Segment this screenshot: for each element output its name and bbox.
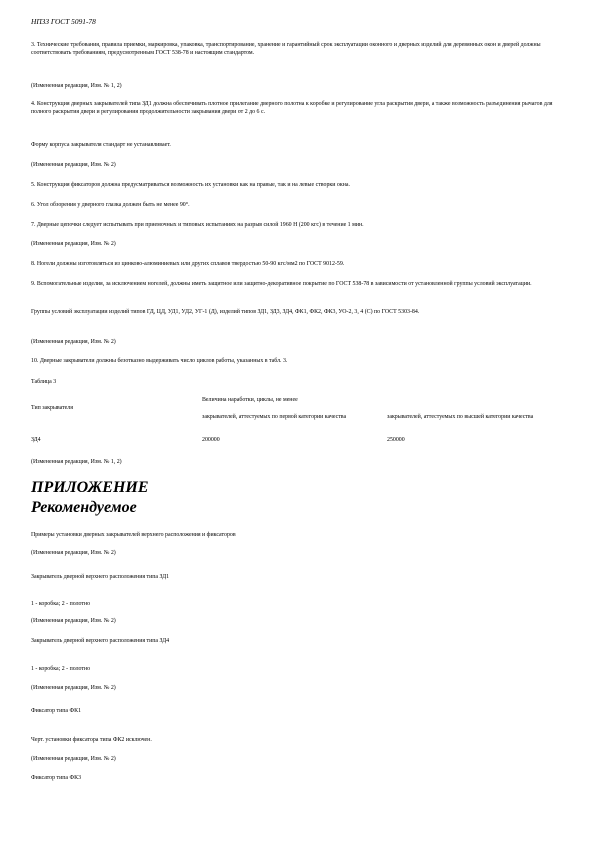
clause-6: 6. Угол обзорения у дверного глазка должен быть не менее 90°. <box>31 202 190 208</box>
table-header-type: Тип закрывателя <box>31 405 73 411</box>
revision-note: (Измененная редакция, Изм. № 2) <box>31 550 116 556</box>
revision-note: (Измененная редакция, Изм. № 2) <box>31 756 116 762</box>
table-caption: Таблица 3 <box>31 379 57 385</box>
figure-note-fk2: Черт. установки фиксатора типа ФК2 исключен. <box>31 737 152 743</box>
table-cell-first-category: 200000 <box>202 437 220 443</box>
revision-note: (Измененная редакция, Изм. № 1, 2) <box>31 83 122 89</box>
clause-3: 3. Технические требования, правила приемки, маркировка, упаковка, транспортирование, хранение и гарантийный срок эксплуатации оконного и дверных изделий для деревянных окон и дверей должны соответствовать требованиям, предусмотренным ГОСТ 538-78 и настоящим стандартом. <box>31 42 541 57</box>
figure-caption-zd1: Закрыватель дверной верхнего расположения типа ЗД1 <box>31 574 170 580</box>
clause-5: 5. Конструкция фиксаторов должна предусматриваться возможность их установки как на правые, так и на левые створки окна. <box>31 182 350 188</box>
clause-9-groups: Группы условий эксплуатации изделий типов ГД, ЦД, УД1, УД2, УГ-1 (Д), изделий типов ЗД1, ЗД3, ЗД4, ФК1, ФК2, ФК3, УО-2, 3, 4 (С) по ГОСТ 5303-84. <box>31 309 420 315</box>
revision-note: (Измененная редакция, Изм. № 1, 2) <box>31 459 122 465</box>
table-header-highest-category: закрывателей, аттестуемых по высшей категории качества <box>387 414 534 420</box>
table-header-group: Величина наработки, циклы, не менее <box>202 397 298 403</box>
clause-7: 7. Дверные цепочки следует испытывать при приемочных и типовых испытаниях на разрыв силой 1960 Н (200 кгс) в течение 1 мин. <box>31 222 364 228</box>
figure-caption-fk1: Фиксатор типа ФК1 <box>31 708 82 714</box>
table-cell-type: ЗД4 <box>31 437 41 443</box>
appendix-intro: Примеры установки дверных закрывателей верхнего расположения и фиксаторов <box>31 532 236 538</box>
revision-note: (Измененная редакция, Изм. № 2) <box>31 339 116 345</box>
figure-caption-fk3: Фиксатор типа ФК3 <box>31 775 82 781</box>
table-cell-highest-category: 250000 <box>387 437 405 443</box>
clause-9: 9. Вспомогательные изделия, за исключением ногелей, должны иметь защитное или защитно-декоративное покрытие по ГОСТ 538-78 в зависимости от установленной группы условий эксплуатации. <box>31 281 532 287</box>
revision-note: (Измененная редакция, Изм. № 2) <box>31 685 116 691</box>
figure-legend: 1 - коробка; 2 - полотно <box>31 601 91 607</box>
clause-10: 10. Дверные закрыватели должны безотказно выдерживать число циклов работы, указанных в табл. 3. <box>31 358 288 364</box>
clause-4-note: Форму корпуса закрывателя стандарт не устанавливает. <box>31 142 171 148</box>
clause-4: 4. Конструкция дверных закрывателей типа ЗД1 должна обеспечивать плотное прилегание дверного полотна к коробке и регулирование угла раскрытия двери, а также возможность разъединения рычагов для полного раскрытия двери и регулирования продолжительности закрывания двери от 2 до 6 с. <box>31 101 553 116</box>
page-header: НПЗЗ ГОСТ 5091-78 <box>31 17 96 26</box>
table-header-first-category: закрывателей, аттестуемых по первой категории качества <box>202 414 347 420</box>
appendix-title: ПРИЛОЖЕНИЕ <box>31 479 149 496</box>
revision-note: (Измененная редакция, Изм. № 2) <box>31 618 116 624</box>
clause-8: 8. Ногели должны изготовляться из цинково-алюминиевых или других сплавов твердостью 50-90 кгс/мм2 по ГОСТ 9012-59. <box>31 261 345 267</box>
figure-legend: 1 - коробка; 2 - полотно <box>31 666 91 672</box>
revision-note: (Измененная редакция, Изм. № 2) <box>31 241 116 247</box>
figure-caption-zd4: Закрыватель дверной верхнего расположения типа ЗД4 <box>31 638 170 644</box>
revision-note: (Измененная редакция, Изм. № 2) <box>31 162 116 168</box>
appendix-subtitle: Рекомендуемое <box>31 499 137 516</box>
